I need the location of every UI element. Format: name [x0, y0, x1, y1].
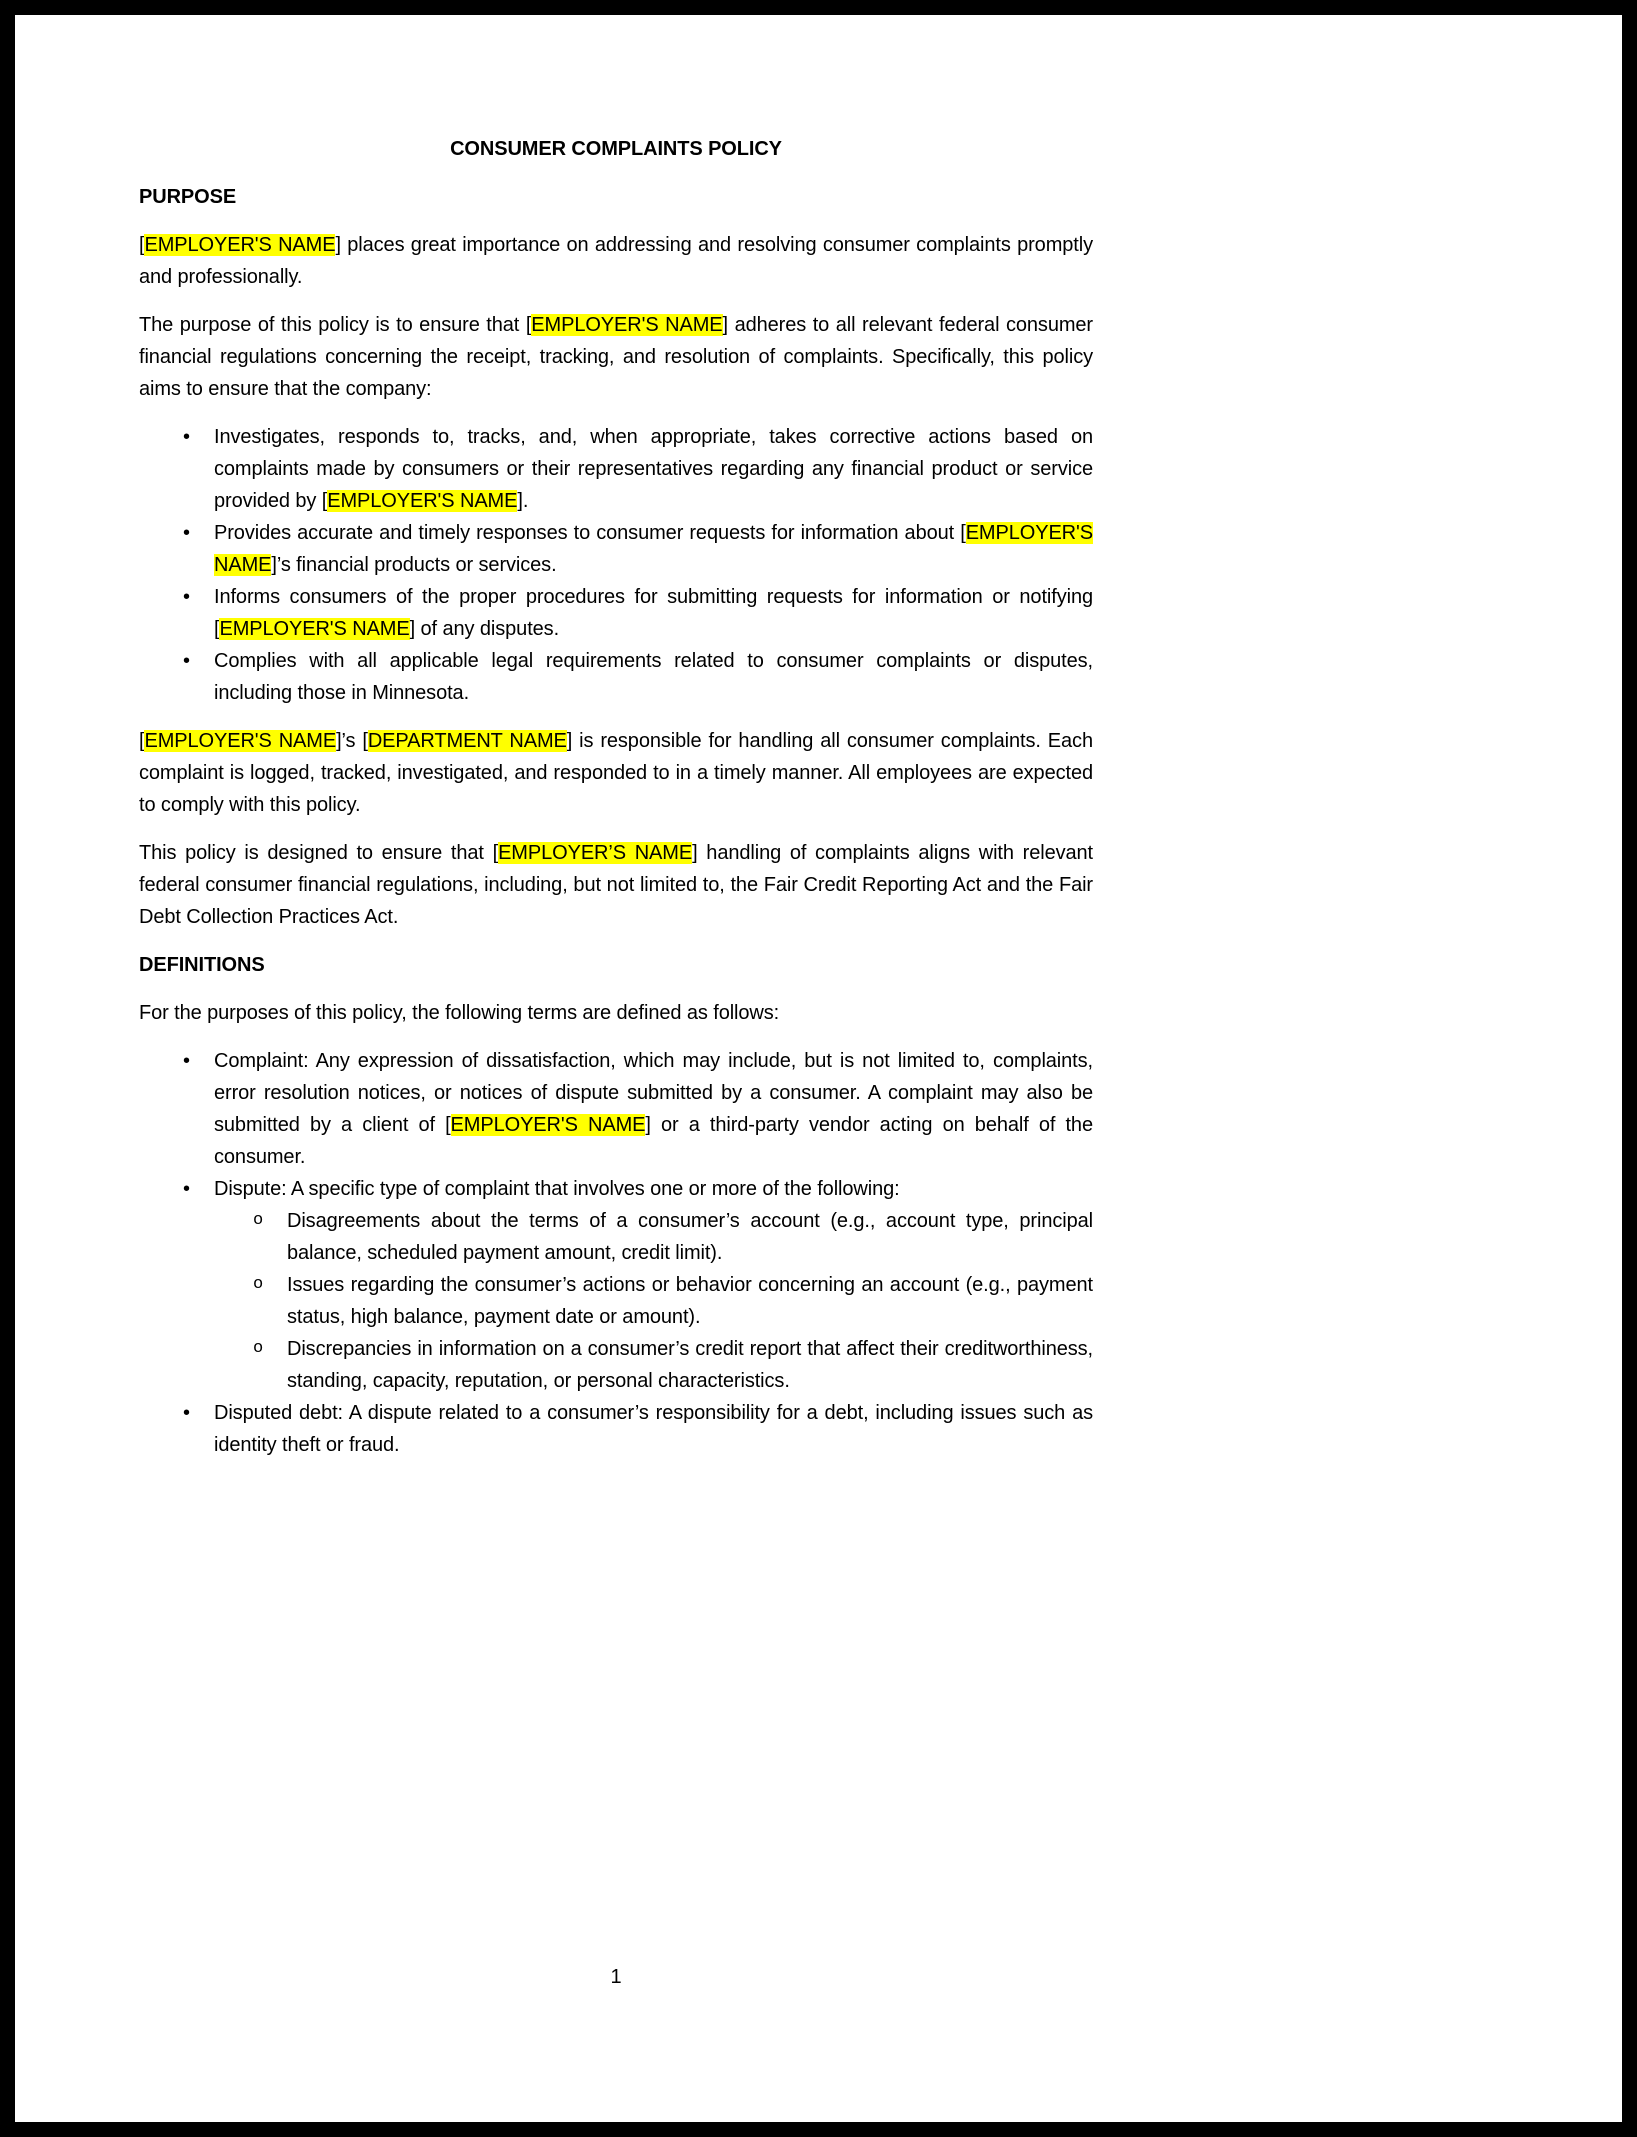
text-run: ] or a third-party vendor acting on behalf of the consumer. [214, 1114, 1093, 1168]
text-run: Issues regarding the consumer’s actions or behavior concerning an account (e.g., payment status, high balance, payment date or amount). [287, 1274, 1093, 1328]
placeholder-highlight: EMPLOYER'S NAME [327, 490, 518, 512]
text-run: Complies with all applicable legal requirements related to consumer complaints or disputes, including those in Minnesota. [214, 650, 1093, 704]
placeholder-highlight: EMPLOYER'S NAME [214, 522, 1093, 576]
text-run: ] adheres to all relevant federal consumer financial regulations concerning the receipt, tracking, and resolution of complaints. Specifically, this policy aims to ensure that the company: [139, 314, 1093, 400]
placeholder-highlight: EMPLOYER'S NAME [144, 730, 337, 752]
bullet-dispute [139, 1173, 1093, 1397]
text-run: ]’s financial products or services. [271, 554, 557, 576]
bullet-provides [139, 517, 1093, 581]
placeholder-highlight: DEPARTMENT NAME [367, 730, 567, 752]
purpose-intro-paragraph [139, 229, 1093, 293]
text-run: Investigates, responds to, tracks, and, when appropriate, takes corrective actions based on complaints made by consumers or their representatives regarding any financial product or service provided by [ [214, 426, 1093, 512]
bullet-complies [139, 645, 1093, 709]
placeholder-highlight: EMPLOYER’S NAME [498, 842, 693, 864]
page-number: 1 [610, 1966, 622, 1988]
text-run: Complaint: Any expression of dissatisfaction, which may include, but is not limited to, complaints, error resolution notices, or notices of dispute submitted by a consumer. A complaint may also be submitted by a client of [ [214, 1050, 1093, 1136]
placeholder-highlight: EMPLOYER'S NAME [450, 1114, 646, 1136]
bullet-investigates [139, 421, 1093, 517]
definitions-intro-paragraph [139, 997, 1093, 1029]
sub-bullet-disagreements [214, 1205, 1093, 1269]
sub-bullet-issues [214, 1269, 1093, 1333]
document-content [139, 133, 1093, 1477]
placeholder-highlight: EMPLOYER'S NAME [144, 234, 336, 256]
text-run: Informs consumers of the proper procedures for submitting requests for information or notifying [ [214, 586, 1093, 640]
text-run: ] places great importance on addressing and resolving consumer complaints promptly and professionally. [139, 234, 1093, 288]
definitions-heading: DEFINITIONS [139, 954, 265, 976]
text-run: ] is responsible for handling all consumer complaints. Each complaint is logged, tracked, investigated, and responded to in a timely manner. All employees are expected to comply with this policy. [139, 730, 1093, 816]
bullet-disputed-debt [139, 1397, 1093, 1461]
bullet-informs [139, 581, 1093, 645]
text-run: For the purposes of this policy, the following terms are defined as follows: [139, 1002, 780, 1024]
text-run: Discrepancies in information on a consumer’s credit report that affect their creditworthiness, standing, capacity, reputation, or personal characteristics. [287, 1338, 1093, 1392]
responsibility-paragraph [139, 725, 1093, 821]
bullet-dispute-text [214, 1178, 900, 1200]
definitions-bullet-list [139, 1045, 1093, 1461]
purpose-statement-paragraph [139, 309, 1093, 405]
sub-bullet-discrepancies [214, 1333, 1093, 1397]
text-run: Provides accurate and timely responses to consumer requests for information about [ [214, 522, 966, 544]
text-run: Disputed debt: A dispute related to a consumer’s responsibility for a debt, including issues such as identity theft or fraud. [214, 1402, 1093, 1456]
text-run: ] of any disputes. [409, 618, 560, 640]
text-run: [ [139, 730, 145, 752]
placeholder-highlight: EMPLOYER'S NAME [219, 618, 410, 640]
purpose-bullet-list [139, 421, 1093, 709]
placeholder-highlight: EMPLOYER'S NAME [531, 314, 723, 336]
dispute-sub-list [214, 1205, 1093, 1397]
text-run: The purpose of this policy is to ensure that [ [139, 314, 532, 336]
text-run: [ [139, 234, 145, 256]
bullet-complaint [139, 1045, 1093, 1173]
text-run: ] handling of complaints aligns with relevant federal consumer financial regulations, including, but not limited to, the Fair Credit Reporting Act and the Fair Debt Collection Practices Act. [139, 842, 1093, 928]
document-title: CONSUMER COMPLAINTS POLICY [450, 138, 782, 160]
text-run: Disagreements about the terms of a consumer’s account (e.g., account type, principal balance, scheduled payment amount, credit limit). [287, 1210, 1093, 1264]
text-run: ]. [517, 490, 529, 512]
text-run: Dispute: A specific type of complaint that involves one or more of the following: [214, 1178, 900, 1200]
purpose-heading: PURPOSE [139, 186, 237, 208]
text-run: This policy is designed to ensure that [ [139, 842, 499, 864]
alignment-paragraph [139, 837, 1093, 933]
text-run: ]’s [ [336, 730, 368, 752]
